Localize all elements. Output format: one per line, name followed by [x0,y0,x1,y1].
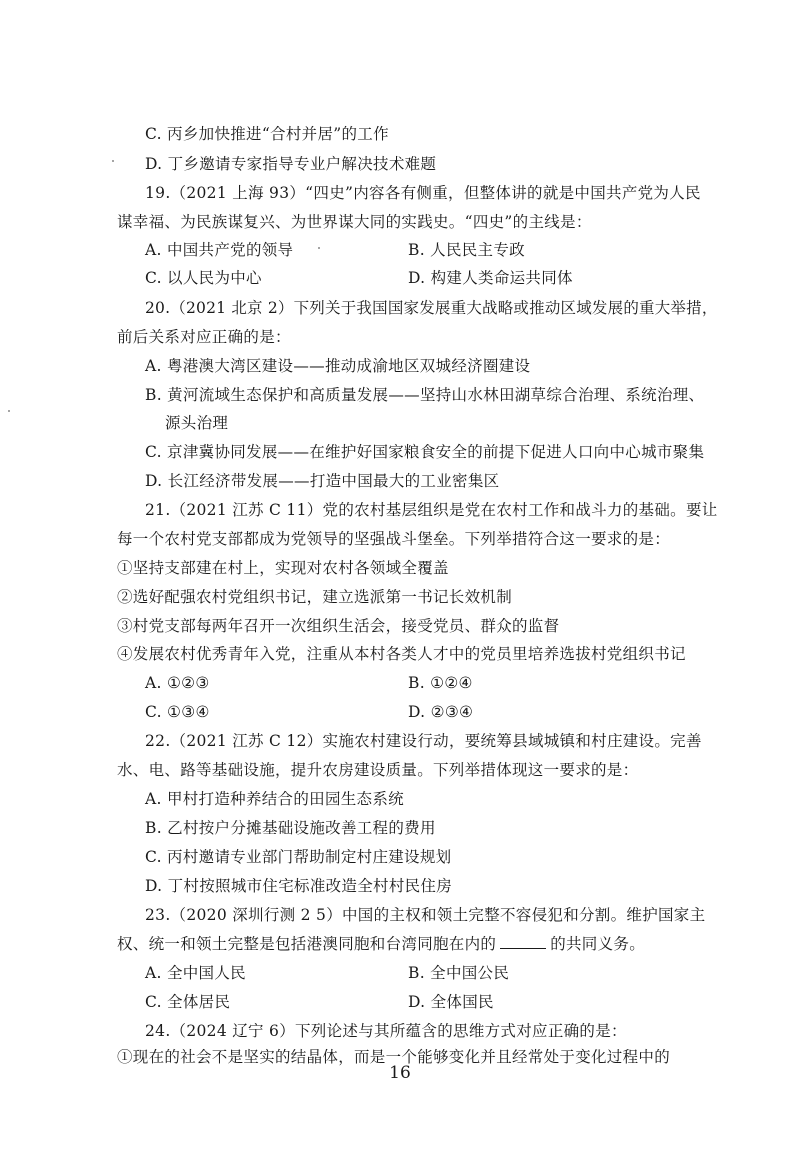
q19-option-b: B. 人民民主专政 [408,241,525,259]
q23-stem-line-2 [117,934,645,954]
q20-option-b-cont: 源头治理 [165,414,229,432]
q23-option-a: A. 全中国人民 [145,964,246,982]
q20-option-d: D. 长江经济带发展——打造中国最大的工业密集区 [145,472,500,490]
answer-blank [500,934,546,949]
q23-option-c: C. 全体居民 [145,993,231,1011]
q20-stem-line-1: 20.（2021 北京 2）下列关于我国国家发展重大战略或推动区域发展的重大举措， [145,299,718,317]
q24-stem-line-1: 24.（2024 辽宁 6）下列论述与其所蕴含的思维方式对应正确的是： [145,1022,627,1040]
q22-stem-line-1: 22.（2021 江苏 C 12）实施农村建设行动，要统筹县域城镇和村庄建设。完善 [145,732,702,750]
q22-option-d: D. 丁村按照城市住宅标准改造全村村民住房 [145,877,453,895]
q23-stem-line-1: 23.（2020 深圳行测 2 5）中国的主权和领土完整不容侵犯和分割。维护国家主 [145,906,706,924]
q23-options-row-2 [0,992,800,1012]
q19-stem-line-2: 谋幸福、为民族谋复兴、为世界谋大同的实践史。“四史”的主线是： [117,213,592,231]
q19-option-a: A. 中国共产党的领导 [145,241,294,259]
scan-speck [112,160,114,162]
q21-item-2: ②选好配强农村党组织书记，建立选派第一书记长效机制 [117,588,513,606]
q23-option-b: B. 全中国公民 [408,964,510,982]
q20-option-a: A. 粤港澳大湾区建设——推动成渝地区双城经济圈建设 [145,357,531,375]
q23-stem-before-blank: 权、统一和领土完整是包括港澳同胞和台湾同胞在内的 [117,935,497,953]
q18-option-c: C. 丙乡加快推进“合村并居”的工作 [145,125,389,143]
q21-option-a: A. ①②③ [145,674,210,692]
q21-item-4: ④发展农村优秀青年入党，注重从本村各类人才中的党员里培养选拔村党组织书记 [117,645,686,663]
q18-option-d: D. 丁乡邀请专家指导专业户解决技术难题 [145,155,437,173]
q23-options-row-1 [0,963,800,983]
page-number: 16 [389,1063,411,1083]
q21-option-c: C. ①③④ [145,703,210,721]
q21-options-row-1 [0,673,800,693]
q20-stem-line-2: 前后关系对应正确的是： [117,328,291,346]
q19-option-d: D. 构建人类命运共同体 [408,269,573,287]
q22-option-a: A. 甲村打造种养结合的田园生态系统 [145,790,404,808]
q19-stem-line-1: 19.（2021 上海 93）“四史”内容各有侧重，但整体讲的就是中国共产党为人民 [145,184,701,202]
scan-speck [8,410,10,412]
q19-options-row-2 [0,268,800,288]
q22-option-c: C. 丙村邀请专业部门帮助制定村庄建设规划 [145,848,452,866]
q19-option-c: C. 以人民为中心 [145,269,262,287]
q21-stem-line-1: 21.（2021 江苏 C 11）党的农村基层组织是党在农村工作和战斗力的基础。要让 [145,501,718,519]
q20-option-b: B. 黄河流域生态保护和高质量发展——坚持山水林田湖草综合治理、系统治理、 [145,386,705,404]
q23-stem-after-blank: 的共同义务。 [550,935,646,953]
q21-item-3: ③村党支部每两年召开一次组织生活会，接受党员、群众的监督 [117,617,560,635]
q21-stem-line-2: 每一个农村党支部都成为党领导的坚强战斗堡垒。下列举措符合这一要求的是： [117,530,671,548]
q21-option-d: D. ②③④ [408,703,474,721]
q22-option-b: B. 乙村按户分摊基础设施改善工程的费用 [145,819,436,837]
q19-options-row-1 [0,240,800,260]
q24-item-1: ①现在的社会不是坚实的结晶体，而是一个能够变化并且经常处于变化过程中的 [117,1048,671,1066]
q20-option-c: C. 京津冀协同发展——在维护好国家粮食安全的前提下促进人口向中心城市聚集 [145,443,705,461]
q21-option-b: B. ①②④ [408,674,473,692]
q23-option-d: D. 全体国民 [408,993,494,1011]
q21-item-1: ①坚持支部建在村上，实现对农村各领域全覆盖 [117,559,449,577]
scan-speck [318,247,320,249]
q22-stem-line-2: 水、电、路等基础设施，提升农房建设质量。下列举措体现这一要求的是： [117,761,639,779]
q21-options-row-2 [0,702,800,722]
